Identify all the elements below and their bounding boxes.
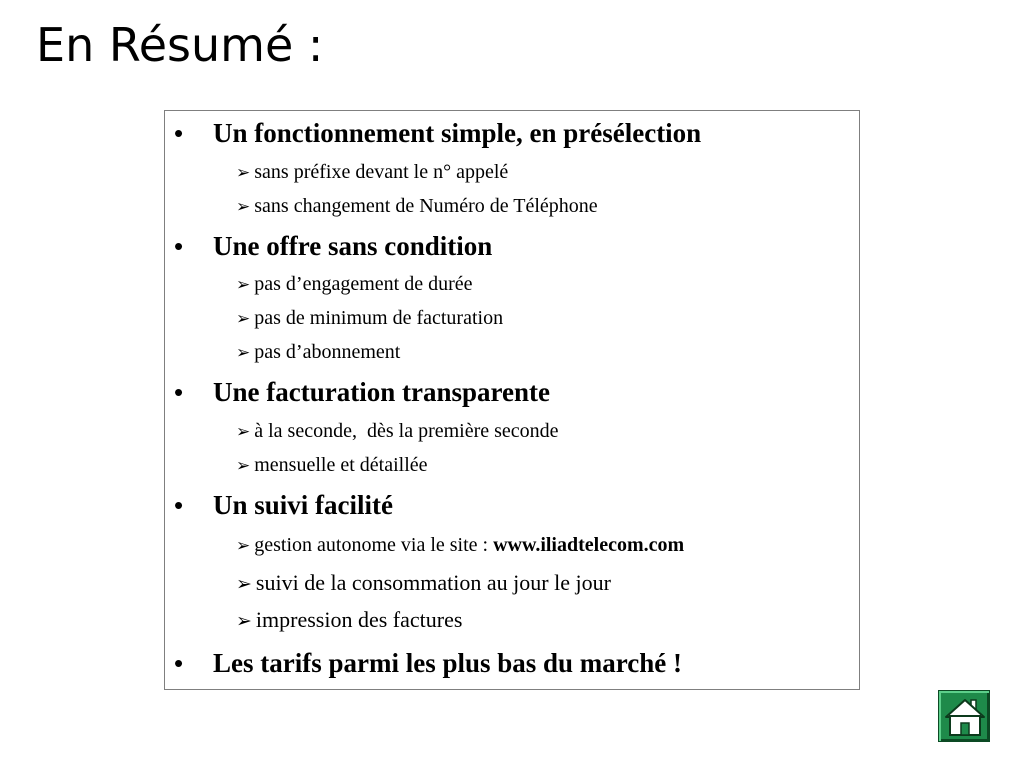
arrow-icon: ➢: [236, 343, 251, 363]
arrow-icon: ➢: [236, 536, 251, 556]
arrow-icon: ➢: [236, 163, 251, 183]
item-3-sub-2: [236, 453, 428, 478]
sub-text: mensuelle et détaillée: [254, 454, 428, 476]
item-2-label: Une offre sans condition: [213, 231, 493, 261]
item-2-sub-2: [236, 306, 503, 331]
sub-text: pas de minimum de facturation: [254, 307, 504, 329]
sub-text: pas d’engagement de durée: [254, 273, 473, 295]
item-2-sub-1: [236, 272, 472, 297]
arrow-icon: ➢: [236, 309, 251, 329]
arrow-icon: ➢: [236, 197, 251, 217]
arrow-icon: ➢: [236, 456, 251, 476]
bullet-3: •: [174, 377, 184, 407]
sub-text: gestion autonome via le site :: [254, 534, 494, 556]
item-2-sub-3: [236, 340, 400, 365]
arrow-icon: ➢: [236, 610, 252, 632]
arrow-icon: ➢: [236, 422, 251, 442]
item-1-label: Un fonctionnement simple, en présélection: [213, 118, 702, 148]
sub-text: pas d’abonnement: [254, 341, 401, 363]
bullet-2: •: [174, 231, 184, 261]
item-1-sub-1: [236, 160, 508, 185]
bullet-4: •: [174, 490, 184, 520]
sub-text: suivi de la consommation au jour le jour: [255, 570, 611, 595]
home-icon: [939, 691, 991, 743]
arrow-icon: ➢: [236, 573, 252, 595]
sub-text: impression des factures: [255, 607, 463, 632]
item-5-label: Les tarifs parmi les plus bas du marché !: [213, 648, 683, 678]
bullet-5: •: [174, 648, 184, 678]
item-3-label: Une facturation transparente: [213, 377, 550, 407]
item-4-label: Un suivi facilité: [213, 490, 393, 520]
item-4-sub-3: [236, 607, 462, 634]
sub-text: sans préfixe devant le n° appelé: [254, 161, 509, 183]
sub-text: à la seconde, dès la première seconde: [254, 420, 559, 442]
arrow-icon: ➢: [236, 275, 251, 295]
item-4-sub-1: [236, 533, 684, 558]
item-3-sub-1: [236, 419, 559, 444]
website-link[interactable]: www.iliadtelecom.com: [493, 534, 685, 556]
home-button[interactable]: [938, 690, 990, 742]
item-4-sub-2: [236, 570, 611, 597]
sub-text: sans changement de Numéro de Téléphone: [254, 195, 598, 217]
item-1-sub-2: [236, 194, 598, 219]
slide-title: En Résumé :: [36, 18, 324, 72]
bullet-1: •: [174, 118, 184, 148]
